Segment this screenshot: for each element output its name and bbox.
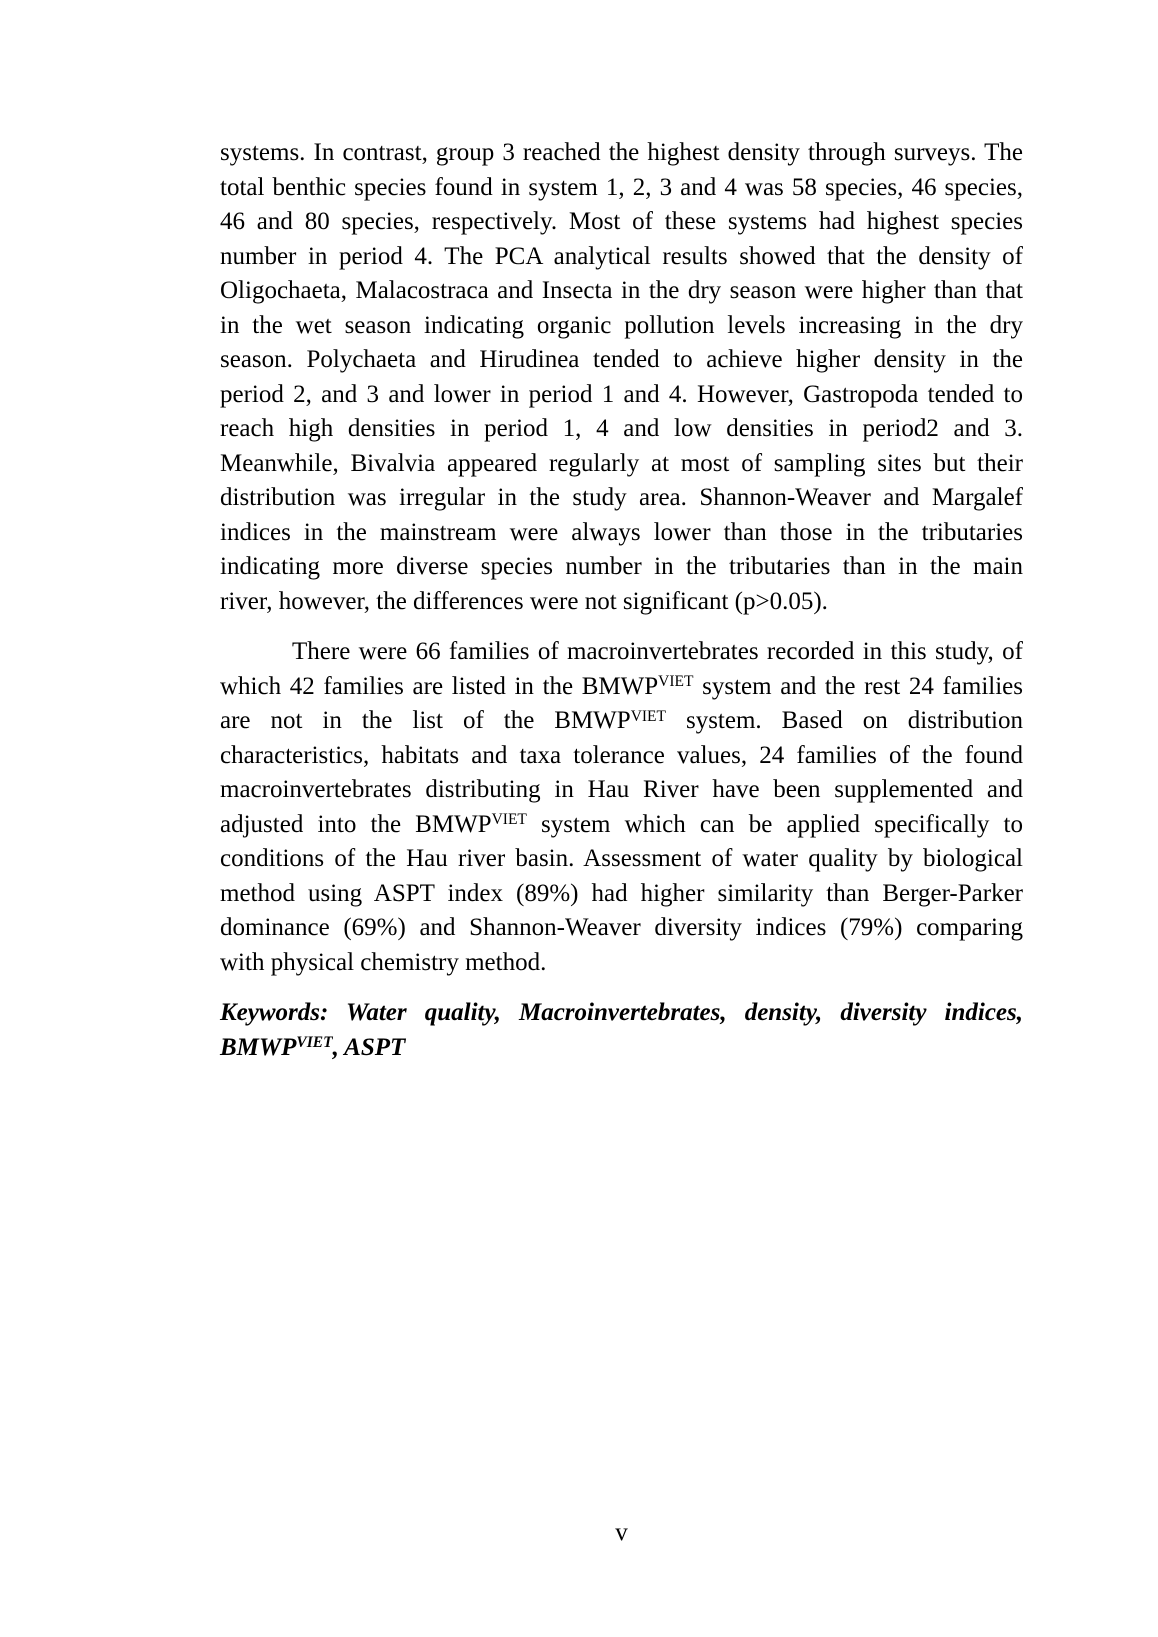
text-line: Oligochaeta, Malacostraca and Insecta in the dry season were higher than that	[220, 277, 1023, 304]
text-line: conditions of the Hau river basin. Assessment of water quality by biological	[220, 845, 1023, 872]
text-line: 46 and 80 species, respectively. Most of these systems had highest species	[220, 208, 1023, 235]
text-line: which 42 families are listed in the $BMWP^{VIET}$ system and the rest 24 families	[220, 672, 1024, 700]
text-line: in the wet season indicating organic pollution levels increasing in the dry	[220, 311, 1023, 339]
page-number: v	[615, 1519, 628, 1546]
superscript-text: VIET	[658, 673, 694, 691]
text-line: period 2, and 3 and lower in period 1 and 4. However, Gastropoda tended to	[220, 380, 1023, 408]
text-line: season. Polychaeta and Hirudinea tended to achieve higher density in the	[220, 346, 1023, 373]
superscript-text: VIET	[296, 1034, 333, 1052]
abstract-body	[220, 136, 1023, 1081]
text-line: characteristics, habitats and taxa tolerance values, 24 families of the found	[220, 741, 1023, 769]
text-line: Meanwhile, Bivalvia appeared regularly at most of sampling sites but their	[220, 449, 1023, 477]
text-line: Keywords: Water quality, Macroinvertebrates, density, diversity indices,	[220, 999, 1023, 1026]
text-line: systems. In contrast, group 3 reached the highest density through surveys. The	[220, 139, 1023, 166]
superscript-text: VIET	[630, 707, 666, 725]
text-line: number in period 4. The PCA analytical results showed that the density of	[220, 242, 1023, 270]
text-line: with physical chemistry method.	[220, 948, 547, 976]
keywords-paragraph	[220, 996, 1023, 1065]
text-line: distribution was irregular in the study area. Shannon-Weaver and Margalef	[220, 484, 1023, 511]
text-line: $BMWP^{VIET}$, ASPT	[220, 1033, 406, 1061]
text-line: river, however, the differences were not significant (p>0.05).	[220, 587, 828, 615]
abstract-paragraph-2	[220, 635, 1023, 980]
text-line: adjusted into the $BMWP^{VIET}$ system which can be applied specifically to	[220, 810, 1023, 838]
superscript-text: VIET	[491, 811, 527, 829]
text-line: reach high densities in period 1, 4 and low densities in period2 and 3.	[220, 415, 1023, 442]
text-line: macroinvertebrates distributing in Hau River have been supplemented and	[220, 776, 1023, 803]
text-line: are not in the list of the $BMWP^{VIET}$ system. Based on distribution	[220, 707, 1023, 734]
text-line: indices in the mainstream were always lower than those in the tributaries	[220, 518, 1023, 546]
text-line: dominance (69%) and Shannon-Weaver diversity indices (79%) comparing	[220, 914, 1023, 941]
text-line: indicating more diverse species number in the tributaries than in the main	[220, 553, 1023, 580]
page-footer	[220, 1516, 1023, 1551]
abstract-paragraph-1	[220, 136, 1023, 619]
text-line: method using ASPT index (89%) had higher similarity than Berger-Parker	[220, 879, 1023, 907]
text-line: There were 66 families of macroinvertebrates recorded in this study, of	[292, 638, 1023, 665]
text-line: total benthic species found in system 1, 2, 3 and 4 was 58 species, 46 species,	[220, 173, 1023, 201]
